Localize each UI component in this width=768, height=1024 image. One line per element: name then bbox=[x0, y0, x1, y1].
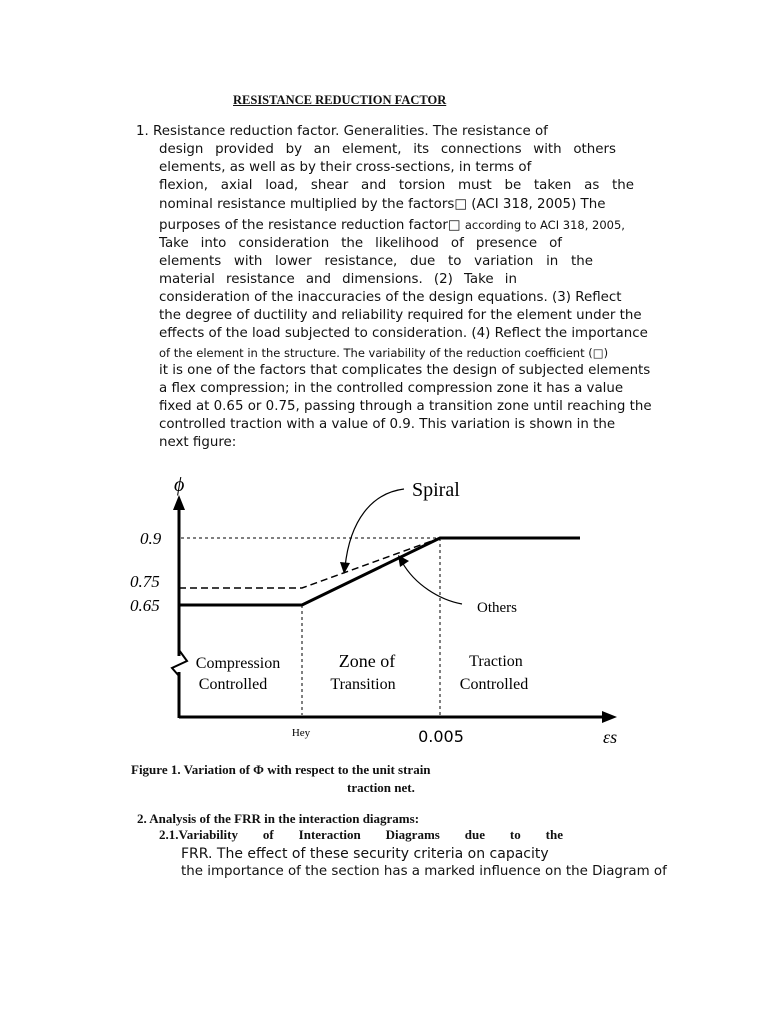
paragraph-line: elements, as well as by their cross-sections, in terms of bbox=[159, 160, 532, 175]
zone-transition-line1: Zone of bbox=[338, 651, 396, 671]
figure-caption-line1: Figure 1. Variation of Φ with respect to the unit strain bbox=[131, 762, 431, 777]
label-spiral: Spiral bbox=[412, 479, 460, 501]
y-tick-0.75: 0.75 bbox=[130, 572, 160, 591]
paragraph-line: effects of the load subjected to consideration. (4) Reflect the importance bbox=[159, 326, 648, 341]
spiral-pointer-arrow bbox=[345, 489, 404, 567]
document-title: RESISTANCE REDUCTION FACTOR bbox=[233, 93, 447, 107]
x-axis-symbol: εs bbox=[603, 727, 618, 747]
y-tick-0.9: 0.9 bbox=[140, 529, 162, 548]
paragraph-line: material resistance and dimensions. (2) Take in bbox=[159, 272, 517, 287]
others-pointer-arrow bbox=[402, 562, 462, 604]
paragraph-line: FRR. The effect of these security criteria on capacity bbox=[181, 846, 549, 862]
paragraph-line: Take into consideration the likelihood of presence of bbox=[159, 236, 562, 251]
paragraph-line: nominal resistance multiplied by the factors□ (ACI 318, 2005) The bbox=[159, 197, 606, 212]
paragraph-line: elements with lower resistance, due to variation in the bbox=[159, 254, 593, 269]
y-tick-0.65: 0.65 bbox=[130, 596, 160, 615]
figure-caption-line2: traction net. bbox=[347, 780, 415, 795]
paragraph-line: purposes of the resistance reduction factor□ according to ACI 318, 2005, bbox=[159, 218, 625, 233]
x-tick-0.005: 0.005 bbox=[418, 727, 464, 746]
zone-traction-line1: Traction bbox=[469, 653, 523, 670]
paragraph-line: it is one of the factors that complicates the design of subjected elements bbox=[159, 363, 651, 378]
paragraph-line: controlled traction with a value of 0.9. This variation is shown in the bbox=[159, 417, 616, 432]
label-others: Others bbox=[477, 600, 517, 616]
paragraph-line: next figure: bbox=[159, 435, 237, 450]
paragraph-line: fixed at 0.65 or 0.75, passing through a transition zone until reaching the bbox=[159, 399, 652, 414]
y-axis-arrow bbox=[173, 495, 185, 510]
paragraph-line: consideration of the inaccuracies of the design equations. (3) Reflect bbox=[159, 290, 622, 305]
zone-traction-line2: Controlled bbox=[459, 676, 529, 693]
x-axis-arrow bbox=[602, 711, 617, 723]
paragraph-line: 1. Resistance reduction factor. Generalities. The resistance of bbox=[136, 124, 548, 139]
y-axis-symbol: ϕ bbox=[174, 474, 185, 496]
section-2-1-heading: 2.1.Variability of Interaction Diagrams due to the bbox=[159, 827, 563, 842]
paragraph-line: of the element in the structure. The variability of the reduction coefficient (□) bbox=[159, 346, 609, 360]
zone-compression-line1: Compression bbox=[195, 655, 281, 672]
paragraph-line: the degree of ductility and reliability required for the element under the bbox=[159, 308, 642, 323]
others-curve bbox=[179, 538, 580, 605]
zone-transition-line2: Transition bbox=[330, 676, 396, 693]
paragraph-line: a flex compression; in the controlled compression zone it has a value bbox=[159, 381, 624, 396]
paragraph-line: flexion, axial load, shear and torsion must be taken as the bbox=[159, 178, 634, 193]
x-tick-hey: Hey bbox=[291, 727, 311, 739]
paragraph-line: design provided by an element, its connections with others bbox=[159, 142, 616, 157]
section-2-heading: 2. Analysis of the FRR in the interaction diagrams: bbox=[137, 811, 420, 826]
zone-compression-line2: Controlled bbox=[198, 676, 268, 693]
paragraph-line: the importance of the section has a marked influence on the Diagram of bbox=[181, 864, 667, 879]
